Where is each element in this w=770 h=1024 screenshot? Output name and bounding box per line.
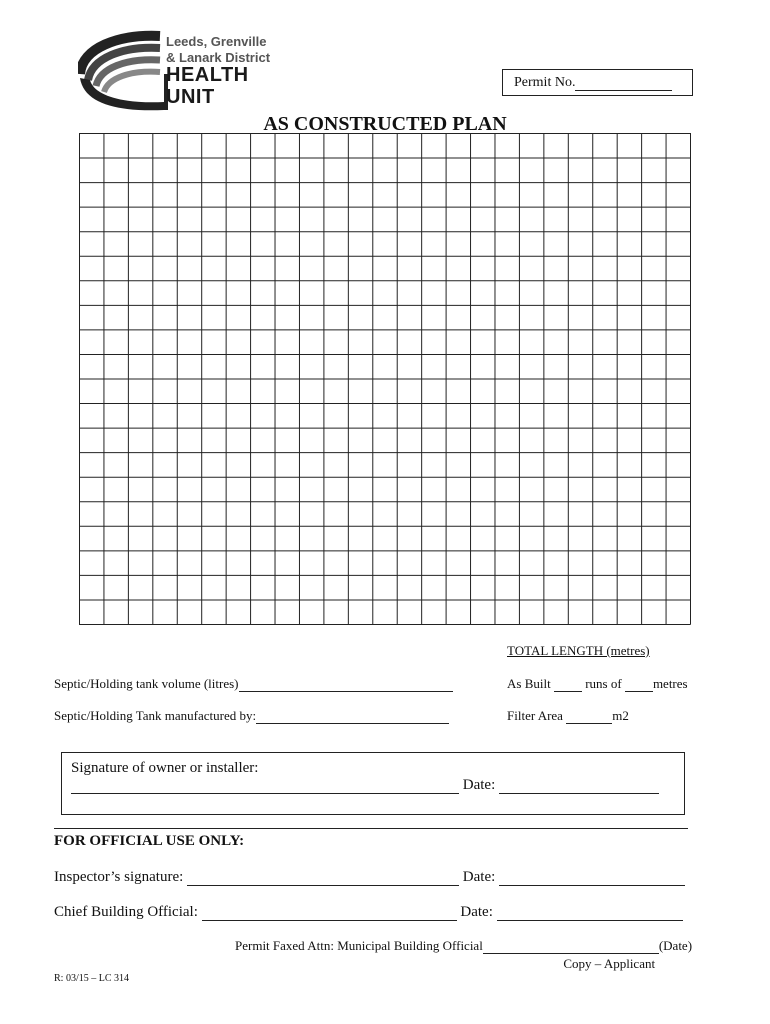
runs-of-label: runs of xyxy=(585,676,622,691)
total-length-heading: TOTAL LENGTH (metres) xyxy=(507,643,650,658)
faxed-row xyxy=(235,938,692,954)
permit-number-label: Permit No. xyxy=(514,75,576,90)
permit-number-box xyxy=(502,69,693,96)
tank-volume-row xyxy=(54,676,453,692)
cbo-date-field[interactable] xyxy=(497,904,683,921)
faxed-field[interactable] xyxy=(483,939,659,954)
drawing-grid[interactable] xyxy=(79,133,691,625)
metres-label: metres xyxy=(652,676,688,691)
faxed-date-label: (Date) xyxy=(658,938,693,953)
cbo-label: Chief Building Official: xyxy=(54,904,198,920)
owner-signature-label: Signature of owner or installer: xyxy=(71,760,259,776)
revision-code: R: 03/15 – LC 314 xyxy=(54,973,130,984)
as-built-row xyxy=(507,676,688,692)
filter-area-label: Filter Area xyxy=(507,708,563,723)
owner-date-field[interactable] xyxy=(499,777,659,794)
inspector-row xyxy=(54,869,685,886)
logo-text-line2: & Lanark District xyxy=(166,50,271,65)
inspector-signature-field[interactable] xyxy=(187,869,459,886)
filter-area-unit: m2 xyxy=(612,708,629,723)
owner-signature-row xyxy=(71,777,659,794)
inspector-date-field[interactable] xyxy=(499,869,685,886)
page-title: AS CONSTRUCTED PLAN xyxy=(263,113,507,135)
official-use-heading: FOR OFFICIAL USE ONLY: xyxy=(54,833,245,849)
cbo-date-label: Date: xyxy=(460,904,493,920)
cbo-signature-field[interactable] xyxy=(202,904,457,921)
section-divider xyxy=(54,828,688,829)
logo-text-line3: HEALTH xyxy=(166,64,249,86)
faxed-label: Permit Faxed Attn: Municipal Building Official xyxy=(235,938,483,953)
as-built-label: As Built xyxy=(507,676,551,691)
permit-number-field[interactable] xyxy=(575,77,672,91)
tank-manufacturer-label: Septic/Holding Tank manufactured by: xyxy=(54,708,257,723)
runs-metres-field[interactable] xyxy=(625,677,653,692)
filter-area-row xyxy=(507,708,629,724)
cbo-row xyxy=(54,904,683,921)
tank-manufacturer-field[interactable] xyxy=(256,709,449,724)
tank-volume-field[interactable] xyxy=(239,677,453,692)
inspector-date-label: Date: xyxy=(462,869,496,885)
tank-volume-label: Septic/Holding tank volume (litres) xyxy=(54,676,239,691)
logo-text-line4: UNIT xyxy=(166,86,215,108)
logo-text-line1: Leeds, Grenville xyxy=(166,34,267,49)
inspector-signature-label: Inspector’s signature: xyxy=(54,869,184,885)
copy-applicant-checkbox[interactable]: Copy – Applicant xyxy=(550,956,642,971)
as-built-field[interactable] xyxy=(554,677,582,692)
tank-manufacturer-row xyxy=(54,708,449,724)
filter-area-field[interactable] xyxy=(566,709,612,724)
owner-date-label: Date: xyxy=(462,777,496,793)
owner-signature-field[interactable] xyxy=(71,777,459,794)
